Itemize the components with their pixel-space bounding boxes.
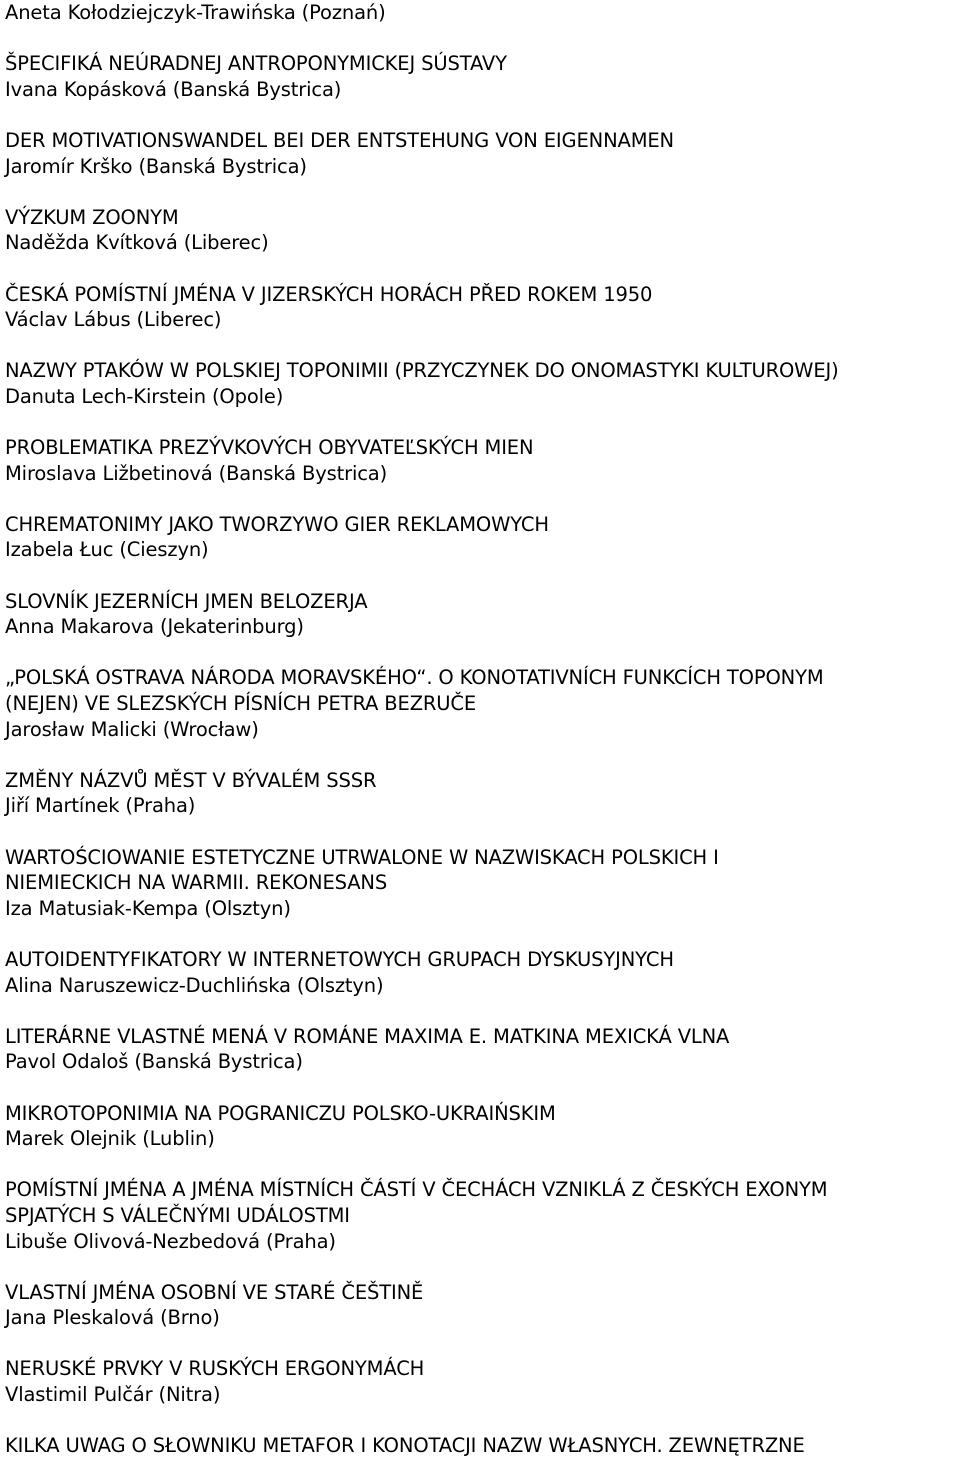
entry-title: ŠPECIFIKÁ NEÚRADNEJ ANTROPONYMICKEJ SÚSTAVY — [5, 52, 507, 76]
list-item — [5, 435, 955, 486]
list-item — [5, 512, 955, 563]
author-line: Anna Makarova (Jekaterinburg) — [5, 615, 304, 639]
author-line: Vlastimil Pulčár (Nitra) — [5, 1383, 221, 1407]
author-line: Václav Lábus (Liberec) — [5, 308, 222, 332]
entry-title: WARTOŚCIOWANIE ESTETYCZNE UTRWALONE W NAZWISKACH POLSKICH I — [5, 845, 719, 869]
list-item — [5, 665, 955, 742]
author-line: Aneta Kołodziejczyk-Trawińska (Poznań) — [5, 1, 386, 24]
entry-title: SPJATÝCH S VÁLEČNÝMI UDÁLOSTMI — [5, 1203, 350, 1227]
entry-title: PROBLEMATIKA PREZÝVKOVÝCH OBYVATEĽSKÝCH MIEN — [5, 436, 534, 460]
list-item — [5, 768, 955, 819]
entry-title: NIEMIECKICH NA WARMII. REKONESANS — [5, 871, 388, 895]
entry-title: „POLSKÁ OSTRAVA NÁRODA MORAVSKÉHO“. O KONOTATIVNÍCH FUNKCÍCH TOPONYM — [5, 666, 824, 690]
author-line: Miroslava Ližbetinová (Banská Bystrica) — [5, 461, 388, 485]
list-item — [5, 845, 955, 922]
list-item — [5, 128, 955, 179]
list-item — [5, 1280, 955, 1331]
list-item — [5, 51, 955, 102]
list-item — [5, 947, 955, 998]
entry-title: VLASTNÍ JMÉNA OSOBNÍ VE STARÉ ČEŠTINĚ — [5, 1280, 424, 1304]
author-line: Naděžda Kvítková (Liberec) — [5, 231, 269, 255]
list-item — [5, 282, 955, 333]
list-item — [5, 589, 955, 640]
entry-title: AUTOIDENTYFIKATORY W INTERNETOWYCH GRUPACH DYSKUSYJNYCH — [5, 947, 674, 971]
author-line: Izabela Łuc (Cieszyn) — [5, 538, 209, 562]
entry-title: NAZWY PTAKÓW W POLSKIEJ TOPONIMII (PRZYCZYNEK DO ONOMASTYKI KULTUROWEJ) — [5, 359, 839, 383]
list-item — [5, 1101, 955, 1152]
author-line: Pavol Odaloš (Banská Bystrica) — [5, 1050, 303, 1074]
list-item — [5, 1177, 955, 1254]
author-line: Danuta Lech-Kirstein (Opole) — [5, 384, 284, 408]
author-line: Jaromír Krško (Banská Bystrica) — [5, 154, 307, 178]
author-line: Jana Pleskalová (Brno) — [5, 1306, 220, 1330]
author-line: Alina Naruszewicz-Duchlińska (Olsztyn) — [5, 973, 384, 997]
entry-title: NERUSKÉ PRVKY V RUSKÝCH ERGONYMÁCH — [5, 1357, 425, 1381]
entry-title: DER MOTIVATIONSWANDEL BEI DER ENTSTEHUNG VON EIGENNAMEN — [5, 128, 674, 152]
entry-title: VÝZKUM ZOONYM — [5, 205, 179, 229]
entry-list — [5, 51, 955, 1459]
document-page — [5, 0, 955, 1459]
author-line: Marek Olejnik (Lublin) — [5, 1127, 215, 1151]
entry-title: POMÍSTNÍ JMÉNA A JMÉNA MÍSTNÍCH ČÁSTÍ V ČECHÁCH VZNIKLÁ Z ČESKÝCH EXONYM — [5, 1178, 828, 1202]
author-line: Jiří Martínek (Praha) — [5, 794, 196, 818]
list-item — [5, 358, 955, 409]
list-item — [5, 1433, 955, 1459]
entry-title: CHREMATONIMY JAKO TWORZYWO GIER REKLAMOWYCH — [5, 512, 549, 536]
author-line: Ivana Kopásková (Banská Bystrica) — [5, 77, 342, 101]
entry-title: MIKROTOPONIMIA NA POGRANICZU POLSKO-UKRAIŃSKIM — [5, 1101, 556, 1125]
entry-title: (NEJEN) VE SLEZSKÝCH PÍSNÍCH PETRA BEZRUČE — [5, 692, 477, 716]
author-line: Libuše Olivová-Nezbedová (Praha) — [5, 1229, 336, 1253]
list-item — [5, 205, 955, 256]
entry-title: ČESKÁ POMÍSTNÍ JMÉNA V JIZERSKÝCH HORÁCH PŘED ROKEM 1950 — [5, 282, 653, 306]
entry-title: LITERÁRNE VLASTNÉ MENÁ V ROMÁNE MAXIMA E. MATKINA MEXICKÁ VLNA — [5, 1024, 730, 1048]
author-line: Iza Matusiak-Kempa (Olsztyn) — [5, 896, 291, 920]
entry-title: ZMĚNY NÁZVŮ MĚST V BÝVALÉM SSSR — [5, 768, 377, 792]
entry-title: KILKA UWAG O SŁOWNIKU METAFOR I KONOTACJI NAZW WŁASNYCH. ZEWNĘTRZNE — [5, 1434, 805, 1458]
list-item — [5, 1024, 955, 1075]
list-item — [5, 1356, 955, 1407]
author-line: Jarosław Malicki (Wrocław) — [5, 717, 259, 741]
entry-title: SLOVNÍK JEZERNÍCH JMEN BELOZERJA — [5, 589, 368, 613]
